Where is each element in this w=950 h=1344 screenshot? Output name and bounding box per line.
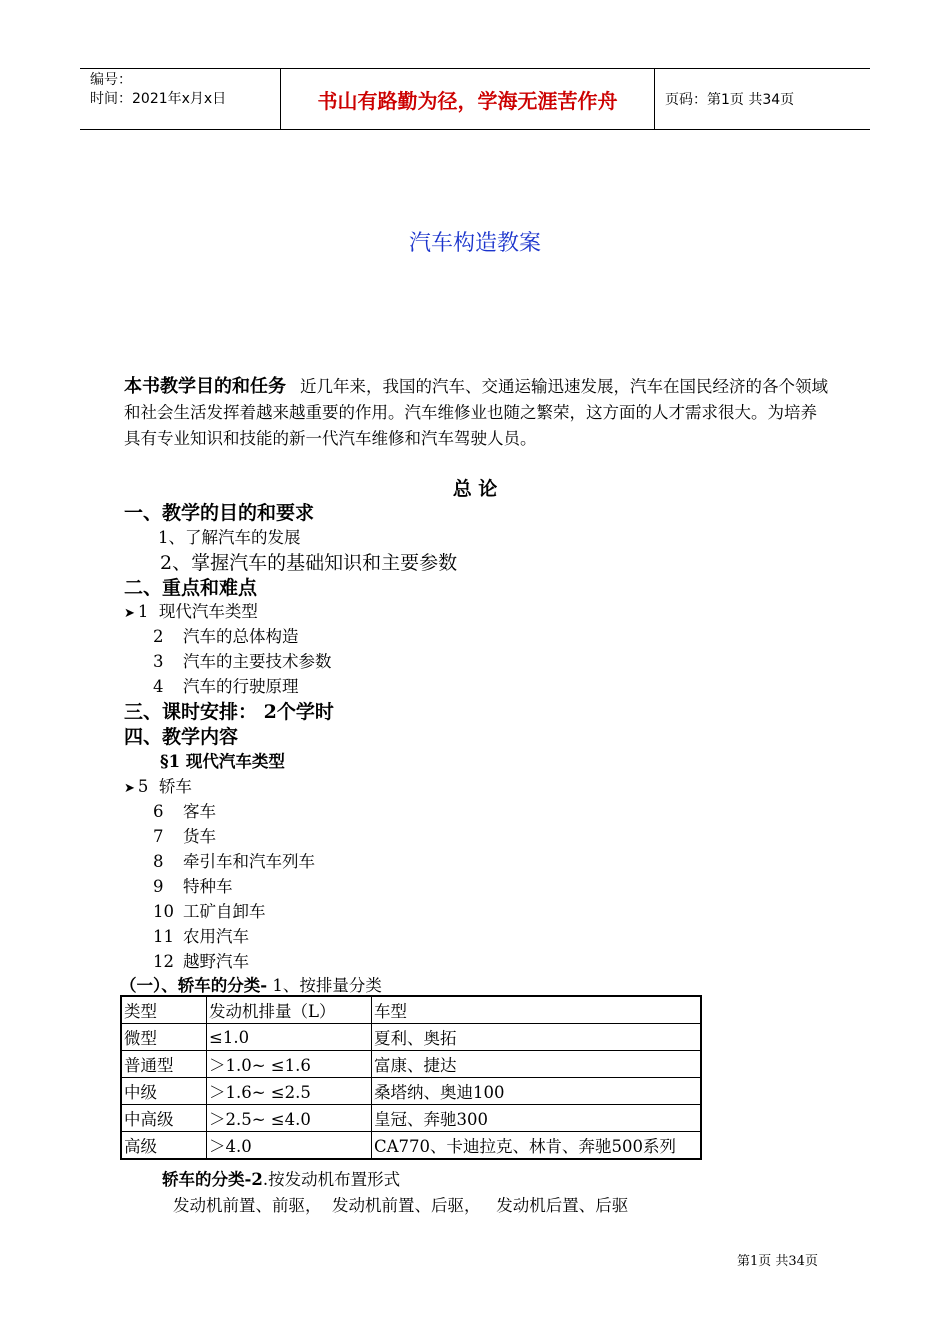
list-item-text: 特种车 bbox=[183, 877, 233, 896]
table-cell: 中级 bbox=[121, 1078, 207, 1105]
arrow-bullet-icon: ➤ bbox=[124, 606, 135, 621]
list-item bbox=[124, 598, 258, 622]
section-2-heading: 二、重点和难点 bbox=[124, 577, 258, 599]
list-item bbox=[153, 923, 249, 947]
list-item-text: 汽车的总体构造 bbox=[183, 627, 299, 646]
displacement-table bbox=[120, 995, 702, 1160]
list-item-number: 2 bbox=[153, 627, 164, 646]
list-item bbox=[153, 798, 216, 822]
list-item-number: 4 bbox=[153, 677, 164, 696]
list-item-number: 3 bbox=[153, 652, 164, 671]
overview-heading: 总 论 bbox=[452, 478, 498, 500]
table-header-cell: 发动机排量（L） bbox=[207, 996, 372, 1024]
table-cell: 皇冠、奔驰300 bbox=[372, 1105, 702, 1132]
list-item-text: 汽车的主要技术参数 bbox=[183, 652, 332, 671]
section-4-subheading: §1 现代汽车类型 bbox=[160, 752, 285, 771]
page-header bbox=[80, 68, 870, 130]
classification-heading-rest: 1、按排量分类 bbox=[267, 976, 382, 995]
table-cell: ＞2.5~ ≤4.0 bbox=[207, 1105, 372, 1132]
table-row bbox=[121, 1132, 701, 1160]
table-header-cell: 类型 bbox=[121, 996, 207, 1024]
table-cell: ＞4.0 bbox=[207, 1132, 372, 1160]
section-1-heading: 一、教学的目的和要求 bbox=[124, 502, 315, 524]
list-item bbox=[153, 673, 299, 697]
table-cell: 桑塔纳、奥迪100 bbox=[372, 1078, 702, 1105]
list-item bbox=[153, 873, 233, 897]
list-item-text: 客车 bbox=[183, 802, 216, 821]
section-1-item: 1、了解汽车的发展 bbox=[158, 528, 301, 547]
layout-heading bbox=[162, 1166, 400, 1190]
table-row bbox=[121, 1078, 701, 1105]
list-item-text: 工矿自卸车 bbox=[183, 902, 266, 921]
table-cell: ＞1.6~ ≤2.5 bbox=[207, 1078, 372, 1105]
table-cell: CA770、卡迪拉克、林肯、奔驰500系列 bbox=[372, 1132, 702, 1160]
intro-lead: 本书教学目的和任务 bbox=[124, 376, 286, 397]
list-item-number: 11 bbox=[153, 927, 174, 946]
table-cell: 微型 bbox=[121, 1024, 207, 1051]
list-item-number: 10 bbox=[153, 902, 174, 921]
table-cell: 普通型 bbox=[121, 1051, 207, 1078]
table-cell: 中高级 bbox=[121, 1105, 207, 1132]
layout-heading-rest: .按发动机布置形式 bbox=[262, 1170, 401, 1189]
list-item bbox=[153, 823, 216, 847]
header-page-label: 页码：第1页 共34页 bbox=[665, 92, 795, 108]
layout-heading-bold: 轿车的分类-2 bbox=[162, 1170, 263, 1189]
list-item-number: 6 bbox=[153, 802, 164, 821]
list-item-text: 现代汽车类型 bbox=[158, 602, 258, 621]
list-item-number: 1 bbox=[137, 602, 149, 621]
table-header-row bbox=[121, 996, 701, 1024]
list-item-text: 轿车 bbox=[158, 777, 192, 796]
table-cell: 夏利、奥拓 bbox=[372, 1024, 702, 1051]
intro-text: 近几年来，我国的汽车、交通运输迅速发展，汽车在国民经济的各个领域和社会生活发挥着越来越重要的作用。汽车维修业也随之繁荣，这方面的人才需求很大。为培养具有专业知识和技能的新一代汽车维修和汽车驾驶人员。 bbox=[124, 377, 828, 448]
list-item-number: 5 bbox=[137, 777, 149, 796]
list-item-number: 12 bbox=[153, 952, 174, 971]
list-item-text: 越野汽车 bbox=[183, 952, 249, 971]
header-meta bbox=[80, 69, 281, 129]
intro-paragraph bbox=[124, 374, 832, 452]
list-item-number: 9 bbox=[153, 877, 164, 896]
table-cell: ＞1.0~ ≤1.6 bbox=[207, 1051, 372, 1078]
list-item bbox=[153, 948, 249, 972]
header-motto: 书山有路勤为径，学海无涯苦作舟 bbox=[281, 69, 655, 129]
list-item-number: 8 bbox=[153, 852, 164, 871]
list-item-text: 农用汽车 bbox=[183, 927, 249, 946]
list-item bbox=[153, 648, 332, 672]
arrow-bullet-icon: ➤ bbox=[124, 781, 135, 796]
time-label: 时间：2021年x月x日 bbox=[90, 91, 227, 107]
table-row bbox=[121, 1051, 701, 1078]
classification-heading bbox=[120, 972, 382, 996]
section-3-heading: 三、课时安排： 2个学时 bbox=[124, 701, 334, 723]
list-item-text: 牵引车和汽车列车 bbox=[183, 852, 315, 871]
list-item bbox=[153, 898, 266, 922]
list-item-text: 汽车的行驶原理 bbox=[183, 677, 299, 696]
list-item bbox=[124, 773, 192, 797]
table-cell: 高级 bbox=[121, 1132, 207, 1160]
table-header-cell: 车型 bbox=[372, 996, 702, 1024]
table-row bbox=[121, 1105, 701, 1132]
document-title: 汽车构造教案 bbox=[408, 231, 541, 256]
list-item-number: 7 bbox=[153, 827, 164, 846]
table-cell: ≤1.0 bbox=[207, 1024, 372, 1051]
table-cell: 富康、捷达 bbox=[372, 1051, 702, 1078]
layout-types: 发动机前置、前驱， 发动机前置、后驱， 发动机后置、后驱 bbox=[173, 1196, 629, 1215]
list-item bbox=[153, 623, 299, 647]
page-footer: 第1页 共34页 bbox=[737, 1254, 818, 1269]
table-row bbox=[121, 1024, 701, 1051]
section-1-item: 2、掌握汽车的基础知识和主要参数 bbox=[160, 552, 458, 574]
section-4-heading: 四、教学内容 bbox=[124, 726, 239, 748]
classification-heading-bold: （一）、轿车的分类- bbox=[120, 976, 268, 995]
list-item bbox=[153, 848, 315, 872]
list-item-text: 货车 bbox=[183, 827, 216, 846]
number-label: 编号： bbox=[90, 72, 132, 88]
